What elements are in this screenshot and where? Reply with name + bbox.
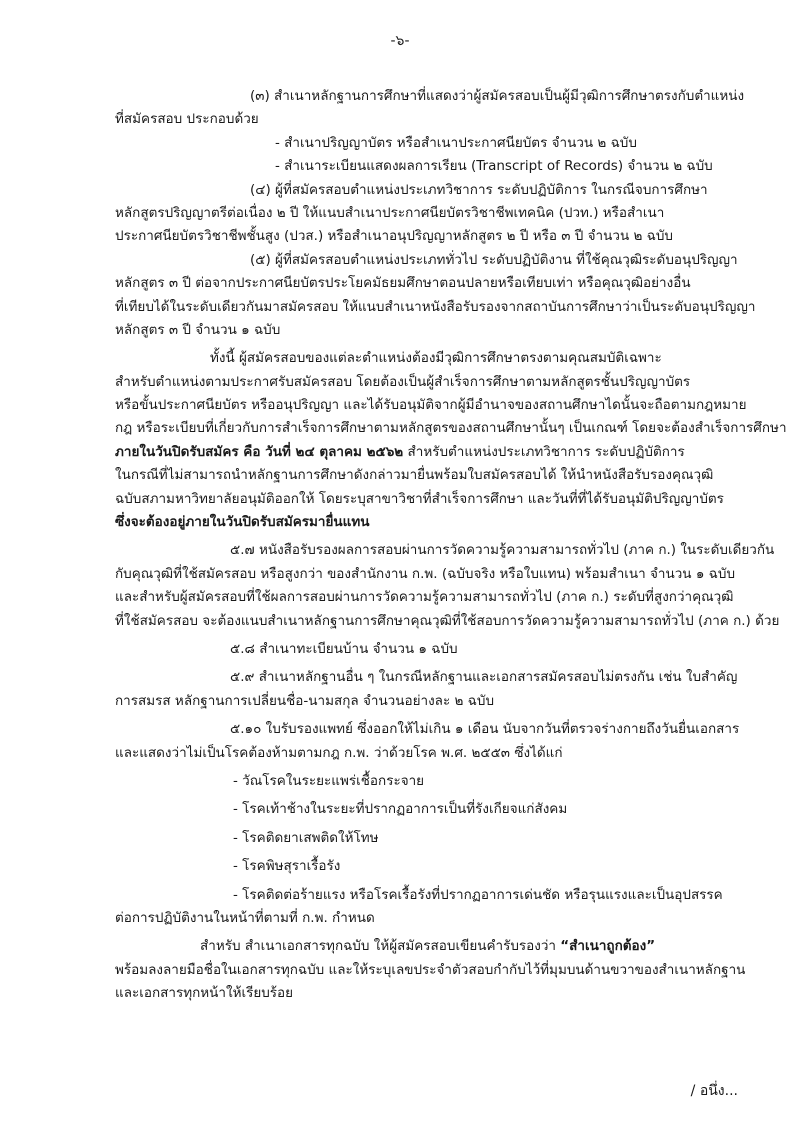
- text-line: ๕.๘ สำเนาทะเบียนบ้าน จำนวน ๑ ฉบับ: [230, 640, 458, 657]
- text-segment: สำหรับตำแหน่งประเภทวิชาการ ระดับปฏิบัติการ: [403, 443, 685, 460]
- text-line: และเอกสารทุกหน้าให้เรียบร้อย: [115, 985, 294, 1002]
- text-line: สำหรับตำแหน่งตามประกาศรับสมัครสอบ โดยต้องเป็นผู้สำเร็จการศึกษาตามหลักสูตรชั้นปริญญาบัตร: [115, 373, 691, 390]
- text-line: ซึ่งจะต้องอยู่ภายในวันปิดรับสมัครมายื่นแทน: [115, 514, 370, 531]
- text-line: (๕) ผู้ที่สมัครสอบตำแหน่งประเภททั่วไป ระดับปฏิบัติงาน ที่ใช้คุณวุฒิระดับอนุปริญญา: [250, 251, 738, 268]
- text-line: และแสดงว่าไม่เป็นโรคต้องห้ามตามกฎ ก.พ. ว่าด้วยโรค พ.ศ. ๒๕๕๓ ซึ่งได้แก่: [115, 744, 563, 761]
- text-line: ฉบับสภามหาวิทยาลัยอนุมัติออกให้ โดยระบุสาขาวิชาที่สำเร็จการศึกษา และวันที่ที่ได้รับอนุมัติปริญญาบัตร: [115, 490, 724, 507]
- text-line: ประกาศนียบัตรวิชาชีพชั้นสูง (ปวส.) หรือสำเนาอนุปริญญาหลักสูตร ๒ ปี หรือ ๓ ปี จำนวน ๒ ฉบับ: [115, 228, 673, 245]
- text-line: กับคุณวุฒิที่ใช้สมัครสอบ หรือสูงกว่า ของสำนักงาน ก.พ. (ฉบับจริง หรือใบแทน) พร้อมสำเนา จำนวน ๑ ฉบับ: [115, 565, 736, 582]
- document-body: [115, 85, 787, 1005]
- text-line: - โรคเท้าช้างในระยะที่ปรากฏอาการเป็นที่รังเกียจแก่สังคม: [233, 801, 568, 818]
- text-line: - โรคติดยาเสพติดให้โทษ: [233, 829, 379, 846]
- continuation-marker: / อนึ่ง...: [690, 1083, 738, 1099]
- text-line: ต่อการปฏิบัติงานในหน้าที่ตามที่ ก.พ. กำหนด: [115, 909, 375, 926]
- text-line: หรือขั้นประกาศนียบัตร หรืออนุปริญญา และได้รับอนุมัติจากผู้มีอำนาจของสถานศึกษาไดนั้นจะถือตามกฎหมาย: [115, 397, 747, 414]
- text-line: ในกรณีที่ไม่สามารถนำหลักฐานการศึกษาดังกล่าวมายื่นพร้อมใบสมัครสอบได้ ให้นำหนังสือรับรองคุณวุฒิ: [115, 467, 714, 484]
- bold-text: ภายในวันปิดรับสมัคร คือ วันที่ ๒๔ ตุลาคม ๒๕๖๒: [115, 443, 404, 460]
- text-line: (๔) ผู้ที่สมัครสอบตำแหน่งประเภทวิชาการ ระดับปฏิบัติการ ในกรณีจบการศึกษา: [250, 181, 708, 198]
- text-line: กฎ หรือระเบียบที่เกี่ยวกับการสำเร็จการศึกษาตามหลักสูตรของสถานศึกษานั้นๆ เป็นเกณฑ์ โดยจะต้องสำเร็จการศึกษา: [115, 420, 787, 437]
- text-line: และสำหรับผู้สมัครสอบที่ใช้ผลการสอบผ่านการวัดความรู้ความสามารถทั่วไป (ภาค ก.) ระดับที่สูงกว่าคุณวุฒิ: [115, 589, 734, 606]
- text-line: ทั้งนี้ ผู้สมัครสอบของแต่ละตำแหน่งต้องมีวุฒิการศึกษาตรงตามคุณสมบัติเฉพาะ: [210, 350, 662, 367]
- text-line: การสมรส หลักฐานการเปลี่ยนชื่อ-นามสกุล จำนวนอย่างละ ๒ ฉบับ: [115, 692, 495, 709]
- text-line: ๕.๙ สำเนาหลักฐานอื่น ๆ ในกรณีหลักฐานและเอกสารสมัครสอบไม่ตรงกัน เช่น ใบสำคัญ: [230, 669, 738, 686]
- text-line: [115, 935, 735, 958]
- text-line: - วัณโรคในระยะแพร่เชื้อกระจาย: [233, 772, 425, 789]
- text-line: (๓) สำเนาหลักฐานการศึกษาที่แสดงว่าผู้สมัครสอบเป็นผู้มีวุฒิการศึกษาตรงกับตำแหน่ง: [250, 88, 745, 104]
- text-line: ๕.๗ หนังสือรับรองผลการสอบผ่านการวัดความรู้ความสามารถทั่วไป (ภาค ก.) ในระดับเดียวกัน: [230, 542, 775, 559]
- page-number: -๖-: [390, 33, 410, 49]
- text-line: หลักสูตร ๓ ปี ต่อจากประกาศนียบัตรประโยคมัธยมศึกษาตอนปลายหรือเทียบเท่า หรือคุณวุฒิอย่างอื่น: [115, 275, 691, 292]
- text-line: ที่เทียบได้ในระดับเดียวกันมาสมัครสอบ ให้แนบสำเนาหนังสือรับรองจากสถาบันการศึกษาว่าเป็นระดับอนุปริญญา: [115, 298, 756, 315]
- text-line: ๕.๑๐ ใบรับรองแพทย์ ซึ่งออกให้ไม่เกิน ๑ เดือน นับจากวันที่ตรวจร่างกายถึงวันยื่นเอกสาร: [230, 721, 740, 738]
- bold-text: “สำเนาถูกต้อง”: [560, 938, 656, 955]
- text-line: - โรคติดต่อร้ายแรง หรือโรคเรื้อรังที่ปรากฏอาการเด่นชัด หรือรุนแรงและเป็นอุปสรรค: [233, 886, 723, 903]
- text-line: พร้อมลงลายมือชื่อในเอกสารทุกฉบับ และให้ระบุเลขประจำตัวสอบกำกับไว้ที่มุมบนด้านขวาของสำเนาหลักฐาน: [115, 961, 746, 978]
- text-line: หลักสูตร ๓ ปี จำนวน ๑ ฉบับ: [115, 321, 281, 338]
- text-segment: สำหรับ สำเนาเอกสารทุกฉบับ ให้ผู้สมัครสอบเขียนคำรับรองว่า: [200, 938, 561, 955]
- text-line: ที่สมัครสอบ ประกอบด้วย: [115, 111, 259, 128]
- text-line: - สำเนาระเบียนแสดงผลการเรียน (Transcript of Records) จำนวน ๒ ฉบับ: [275, 158, 713, 175]
- text-line: - โรคพิษสุราเรื้อรัง: [233, 858, 341, 875]
- text-line: [115, 441, 735, 464]
- text-line: ที่ใช้สมัครสอบ จะต้องแนบสำเนาหลักฐานการศึกษาคุณวุฒิที่ใช้สอบการวัดความรู้ความสามารถทั่วไป (ภาค ก.) ด้วย: [115, 612, 780, 629]
- text-line: หลักสูตรปริญญาตรีต่อเนื่อง ๒ ปี ให้แนบสำเนาประกาศนียบัตรวิชาชีพเทคนิค (ปวท.) หรือสำเนา: [115, 204, 665, 221]
- text-line: - สำเนาปริญญาบัตร หรือสำเนาประกาศนียบัตร จำนวน ๒ ฉบับ: [275, 134, 637, 151]
